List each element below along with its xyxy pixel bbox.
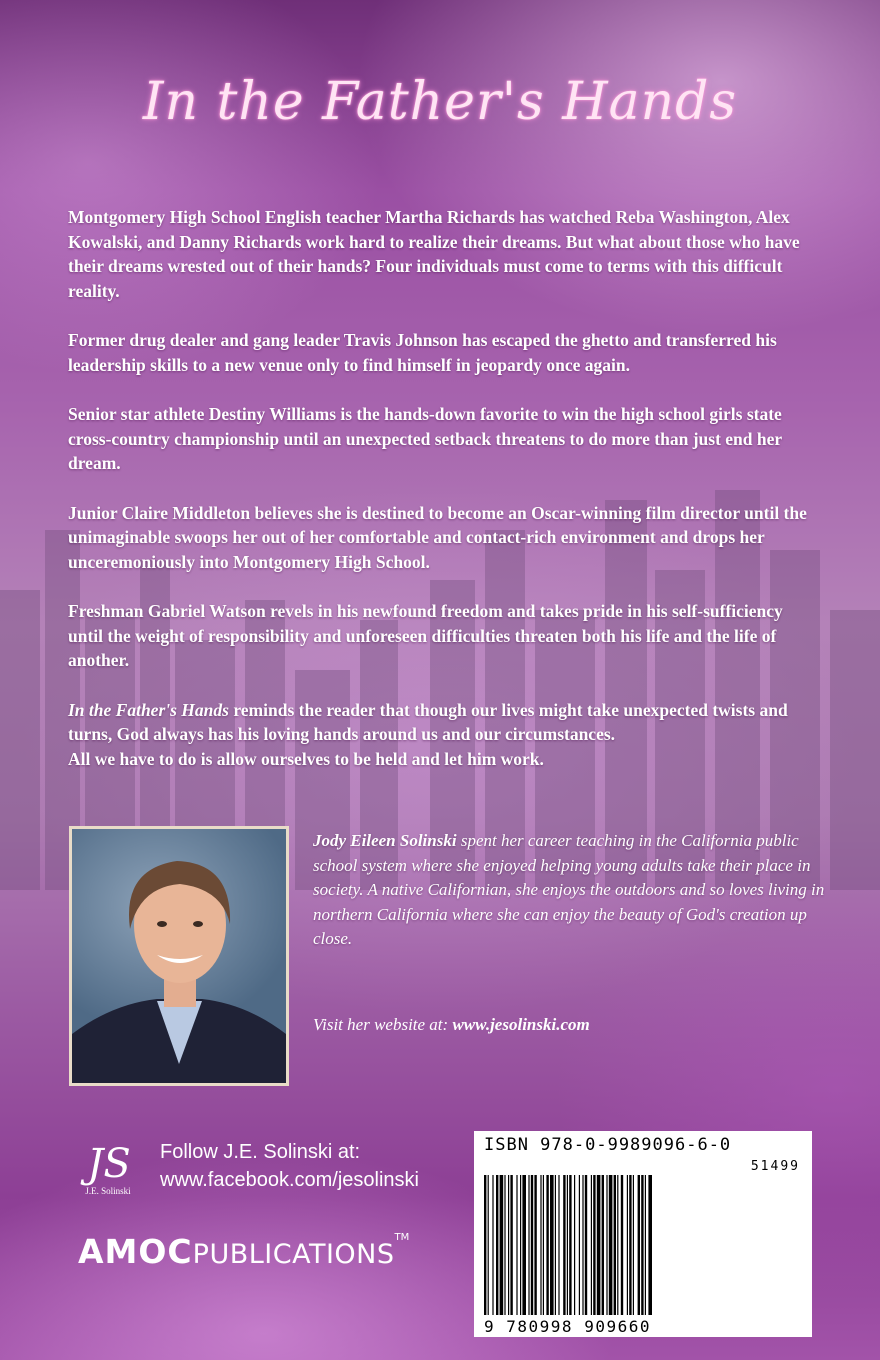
barcode-bars bbox=[484, 1175, 802, 1315]
follow-line: Follow J.E. Solinski at: bbox=[160, 1141, 361, 1163]
description-paragraph-4: Junior Claire Middleton believes she is destined to become an Oscar-winning film director until the unimaginable swoops her out of her comfortable and contact-rich environment and drops her unceremoniously into Montgomery High School. bbox=[68, 502, 807, 572]
book-title: In the Father's Hands bbox=[142, 72, 738, 132]
closing-last-line: All we have to do is allow ourselves to be held and let him work. bbox=[68, 748, 544, 769]
publisher-name-bold: AMOC bbox=[78, 1232, 193, 1271]
author-bio-text: spent her career teaching in the California public school system where she enjoyed helping young adults take their place in society. A native Californian, she enjoys the outdoors and so loves living in northern California where she can enjoy the beauty of God's creation up close. bbox=[313, 831, 825, 948]
logo-caption: J.E. Solinski bbox=[85, 1186, 131, 1196]
website-link[interactable]: www.jesolinski.com bbox=[452, 1015, 590, 1034]
facebook-link[interactable]: www.facebook.com/jesolinski bbox=[160, 1169, 419, 1191]
isbn-barcode bbox=[474, 1131, 812, 1337]
description-paragraph-5: Freshman Gabriel Watson revels in his newfound freedom and takes pride in his self-sufficiency until the weight of responsibility and unforeseen difficulties threaten both his life and the life of another. bbox=[68, 601, 783, 670]
author-bio bbox=[313, 829, 833, 952]
price-code: 51499 bbox=[750, 1159, 800, 1174]
closing-text: reminds the reader that though our lives might take unexpected twists and turns, God always has his loving hands around us and our circumstances. bbox=[68, 699, 788, 744]
social-follow bbox=[160, 1138, 419, 1194]
book-description bbox=[68, 205, 820, 771]
trademark-mark: TM bbox=[394, 1232, 410, 1243]
author-name: Jody Eileen Solinski bbox=[313, 831, 457, 850]
website-label: Visit her website at: bbox=[313, 1015, 453, 1034]
author-portrait-illustration bbox=[72, 829, 286, 1083]
publisher-name-rest: PUBLICATIONS bbox=[192, 1239, 395, 1270]
isbn-text: ISBN 978-0-9989096-6-0 bbox=[484, 1135, 732, 1155]
author-website bbox=[313, 1015, 590, 1035]
description-paragraph-1: Montgomery High School English teacher Martha Richards has watched Reba Washington, Alex Kowalski, and Danny Richards work hard to realize their dreams. But what about those who have their dreams wrested out of their hands? Four individuals must come to terms with this difficult reality. bbox=[68, 207, 800, 301]
ean-digits: 9 780998 909660 bbox=[484, 1317, 651, 1336]
description-paragraph-3: Senior star athlete Destiny Williams is the hands-down favorite to win the high school girls state cross-country championship until an unexpected setback threatens to do more than just end her dream. bbox=[68, 404, 782, 473]
svg-text:JS: JS bbox=[87, 1141, 131, 1187]
author-photo bbox=[69, 826, 289, 1086]
description-paragraph-2: Former drug dealer and gang leader Travis Johnson has escaped the ghetto and transferred his leadership skills to a new venue only to find himself in jeopardy once again. bbox=[68, 330, 777, 375]
publisher-logo bbox=[78, 1232, 409, 1271]
closing-title: In the Father's Hands bbox=[68, 699, 229, 720]
description-closing bbox=[68, 698, 820, 772]
